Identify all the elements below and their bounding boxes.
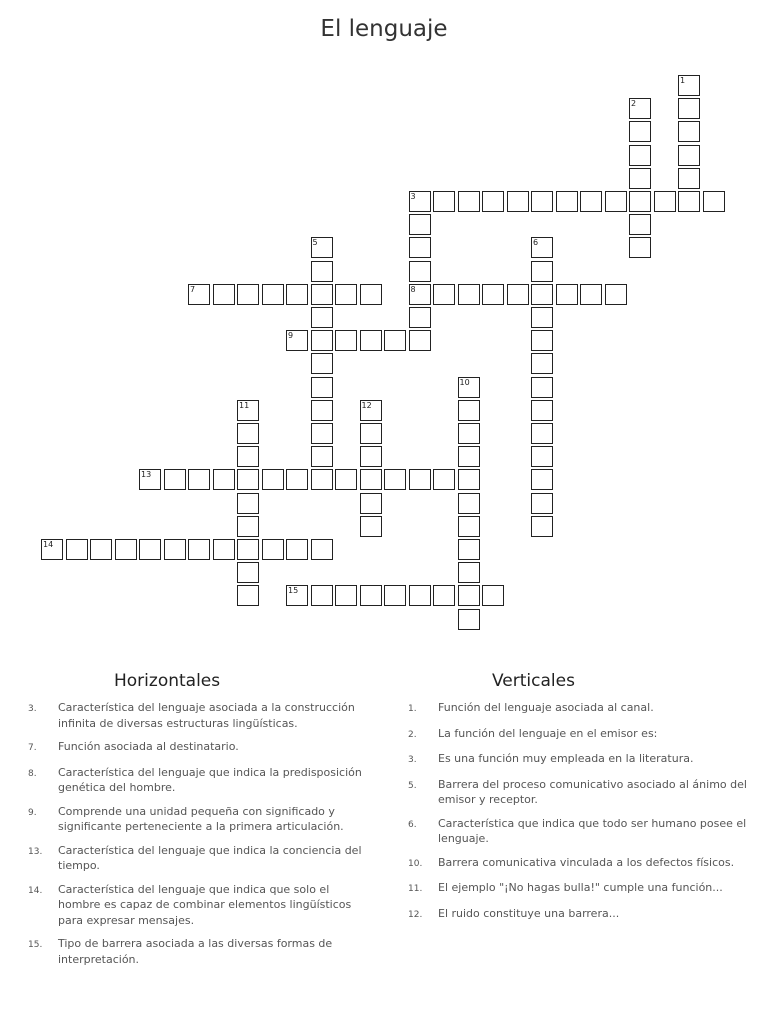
crossword-cell[interactable]: [433, 585, 455, 606]
crossword-cell[interactable]: [654, 191, 676, 212]
crossword-cell[interactable]: [458, 539, 480, 560]
crossword-cell[interactable]: [237, 423, 259, 444]
clue-item: [28, 804, 368, 835]
crossword-cell[interactable]: [531, 516, 553, 537]
crossword-cell[interactable]: [458, 469, 480, 490]
crossword-number: 8: [410, 284, 416, 294]
crossword-number: 3: [410, 192, 416, 201]
clue-number: 2.: [408, 729, 417, 740]
clue-item: [28, 882, 368, 929]
crossword-cell[interactable]: [629, 145, 651, 166]
crossword-cell[interactable]: [531, 284, 553, 305]
crossword-number: 14: [43, 540, 54, 549]
clue-number: 6.: [408, 819, 417, 830]
crossword-cell[interactable]: [262, 539, 284, 560]
clue-text: El ejemplo "¡No hagas bulla!" cumple una función...: [438, 881, 723, 894]
crossword-cell[interactable]: [139, 539, 161, 560]
crossword-cell[interactable]: [90, 539, 112, 560]
clue-number: 15.: [28, 940, 43, 950]
clue-item: [408, 777, 748, 808]
crossword-cell[interactable]: [213, 539, 235, 560]
clue-number: 10.: [408, 858, 423, 869]
crossword-cell[interactable]: [409, 469, 431, 490]
crossword-cell[interactable]: [678, 121, 700, 142]
crossword-cell[interactable]: [433, 191, 455, 212]
clue-text: Función del lenguaje asociada al canal.: [438, 701, 654, 714]
crossword-cell[interactable]: [237, 562, 259, 583]
crossword-cell[interactable]: [384, 585, 406, 606]
crossword-cell[interactable]: [384, 330, 406, 351]
crossword-cell[interactable]: [531, 191, 553, 212]
crossword-cell[interactable]: [531, 493, 553, 514]
crossword-cell[interactable]: [409, 214, 431, 235]
crossword-cell[interactable]: [482, 284, 504, 305]
crossword-cell[interactable]: [458, 423, 480, 444]
crossword-number: 6: [533, 238, 539, 248]
clue-item: [408, 855, 748, 873]
crossword-cell[interactable]: [335, 469, 357, 490]
crossword-cell[interactable]: [360, 516, 382, 537]
crossword-cell[interactable]: [237, 516, 259, 537]
crossword-cell[interactable]: [335, 330, 357, 351]
crossword-cell[interactable]: [556, 284, 578, 305]
crossword-number: 13: [141, 470, 152, 480]
crossword-number: 9: [288, 331, 294, 341]
crossword-number: 15: [288, 586, 299, 596]
crossword-cell[interactable]: [703, 191, 725, 212]
clue-number: 7.: [28, 743, 37, 753]
clue-text: Característica del lenguaje que indica la predisposición genética del hombre.: [58, 765, 362, 794]
crossword-cell[interactable]: [286, 539, 308, 560]
crossword-cell[interactable]: [507, 191, 529, 212]
clue-number: 5.: [408, 780, 417, 791]
crossword-cell[interactable]: [237, 539, 259, 560]
crossword-cell[interactable]: [311, 539, 333, 560]
clue-item: [408, 816, 748, 847]
crossword-number: 2: [631, 99, 637, 109]
crossword-cell[interactable]: [311, 284, 333, 305]
crossword-cell[interactable]: [237, 585, 259, 606]
crossword-cell[interactable]: [458, 284, 480, 305]
crossword-cell[interactable]: [458, 516, 480, 537]
crossword-cell[interactable]: [311, 261, 333, 282]
crossword-cell[interactable]: [335, 585, 357, 606]
crossword-cell[interactable]: [311, 446, 333, 467]
clue-text: Característica del lenguaje que indica la conciencia del tiempo.: [58, 843, 362, 872]
crossword-cell[interactable]: [458, 562, 480, 583]
clue-item: [28, 843, 368, 874]
horizontales-heading: Horizontales: [114, 671, 221, 691]
horizontales-clue-list: [28, 700, 368, 975]
clue-text: Es una función muy empleada en la literatura.: [438, 752, 694, 765]
crossword-cell[interactable]: [335, 284, 357, 305]
crossword-cell[interactable]: [360, 284, 382, 305]
crossword-cell[interactable]: [629, 121, 651, 142]
clue-item: [28, 739, 368, 757]
crossword-cell[interactable]: [531, 446, 553, 467]
crossword-cell[interactable]: [311, 469, 333, 490]
clue-text: Comprende una unidad pequeña con significado y significante perteneciente a la primera articulación.: [58, 804, 344, 833]
clue-text: Barrera comunicativa vinculada a los defectos físicos.: [438, 855, 735, 869]
crossword-number: 12: [361, 400, 372, 410]
crossword-cell[interactable]: [629, 237, 651, 258]
crossword-cell[interactable]: [531, 353, 553, 374]
crossword-cell[interactable]: [262, 284, 284, 305]
crossword-cell[interactable]: [286, 469, 308, 490]
crossword-cell[interactable]: [629, 214, 651, 235]
crossword-cell[interactable]: [409, 307, 431, 328]
clue-text: Característica del lenguaje que indica que solo el hombre es capaz de combinar elementos lingüísticos para expresar mensajes.: [58, 882, 352, 927]
clue-text: Característica del lenguaje asociada a la construcción infinita de diversas estructuras lingüísticas.: [58, 701, 355, 730]
clue-number: 3.: [28, 704, 37, 714]
clue-number: 8.: [28, 768, 37, 779]
crossword-cell[interactable]: [311, 330, 333, 351]
page-title: El lenguaje: [320, 16, 448, 42]
crossword-cell[interactable]: [482, 191, 504, 212]
crossword-cell[interactable]: [605, 284, 627, 305]
crossword-cell[interactable]: [237, 469, 259, 490]
crossword-cell[interactable]: [433, 284, 455, 305]
crossword-cell[interactable]: [311, 353, 333, 374]
crossword-number: 1: [680, 76, 686, 85]
clue-number: 9.: [28, 807, 37, 818]
clue-text: Característica que indica que todo ser humano posee el lenguaje.: [438, 816, 747, 845]
crossword-cell[interactable]: [629, 168, 651, 189]
verticales-clue-list: [408, 700, 748, 931]
clue-item: [408, 906, 748, 924]
crossword-cell[interactable]: [360, 469, 382, 490]
crossword-cell[interactable]: [311, 377, 333, 398]
crossword-cell[interactable]: [188, 539, 210, 560]
crossword-cell[interactable]: [531, 261, 553, 282]
crossword-cell[interactable]: [237, 284, 259, 305]
crossword-cell[interactable]: [458, 446, 480, 467]
crossword-cell[interactable]: [409, 261, 431, 282]
crossword-cell[interactable]: [164, 539, 186, 560]
crossword-cell[interactable]: [360, 423, 382, 444]
crossword-cell[interactable]: [678, 145, 700, 166]
clue-text: Barrera del proceso comunicativo asociado al ánimo del emisor y receptor.: [438, 777, 747, 806]
crossword-cell[interactable]: [213, 284, 235, 305]
crossword-number: 5: [312, 238, 318, 248]
clue-text: Tipo de barrera asociada a las diversas formas de interpretación.: [58, 937, 333, 966]
clue-item: [408, 726, 748, 744]
crossword-cell[interactable]: [286, 284, 308, 305]
crossword-cell[interactable]: [605, 191, 627, 212]
crossword-cell[interactable]: [115, 539, 137, 560]
crossword-cell[interactable]: [213, 469, 235, 490]
verticales-heading: Verticales: [492, 671, 575, 691]
crossword-cell[interactable]: [458, 585, 480, 606]
clue-text: Función asociada al destinatario.: [58, 740, 239, 753]
crossword-cell[interactable]: [188, 469, 210, 490]
crossword-cell[interactable]: [531, 330, 553, 351]
crossword-cell[interactable]: [678, 168, 700, 189]
crossword-cell[interactable]: [580, 191, 602, 212]
clue-number: 12.: [408, 909, 423, 920]
crossword-cell[interactable]: [458, 609, 480, 630]
crossword-cell[interactable]: [311, 585, 333, 606]
crossword-cell[interactable]: [237, 493, 259, 514]
clue-number: 13.: [28, 846, 43, 857]
clue-number: 11.: [408, 884, 423, 894]
clue-item: [408, 700, 748, 718]
crossword-cell[interactable]: [556, 191, 578, 212]
crossword-cell[interactable]: [507, 284, 529, 305]
crossword-cell[interactable]: [409, 237, 431, 258]
crossword-number: 7: [190, 284, 196, 294]
clue-number: 1.: [408, 704, 417, 714]
crossword-number: 11: [239, 400, 250, 410]
crossword-cell[interactable]: [360, 446, 382, 467]
crossword-cell[interactable]: [311, 423, 333, 444]
crossword-cell[interactable]: [164, 469, 186, 490]
crossword-cell[interactable]: [458, 191, 480, 212]
crossword-cell[interactable]: [360, 585, 382, 606]
crossword-cell[interactable]: [458, 400, 480, 421]
crossword-cell[interactable]: [360, 330, 382, 351]
crossword-cell[interactable]: [311, 307, 333, 328]
crossword-cell[interactable]: [311, 400, 333, 421]
crossword-cell[interactable]: [409, 330, 431, 351]
crossword-cell[interactable]: [531, 423, 553, 444]
clue-text: El ruido constituye una barrera...: [438, 906, 620, 920]
crossword-cell[interactable]: [531, 307, 553, 328]
crossword-cell[interactable]: [458, 493, 480, 514]
crossword-cell[interactable]: [531, 469, 553, 490]
crossword-cell[interactable]: [678, 191, 700, 212]
clue-item: [408, 751, 748, 769]
crossword-cell[interactable]: [629, 191, 651, 212]
crossword-cell[interactable]: [237, 446, 259, 467]
crossword-cell[interactable]: [66, 539, 88, 560]
clue-item: [28, 700, 368, 731]
crossword-cell[interactable]: [360, 493, 382, 514]
clue-item: [28, 765, 368, 796]
clue-item: [28, 936, 368, 967]
crossword-cell[interactable]: [531, 400, 553, 421]
crossword-cell[interactable]: [531, 377, 553, 398]
clue-number: 14.: [28, 885, 43, 896]
clue-number: 3.: [408, 755, 417, 765]
clue-text: La función del lenguaje en el emisor es:: [438, 726, 658, 740]
crossword-cell[interactable]: [482, 585, 504, 606]
crossword-cell[interactable]: [678, 98, 700, 119]
crossword-cell[interactable]: [384, 469, 406, 490]
crossword-cell[interactable]: [580, 284, 602, 305]
crossword-cell[interactable]: [409, 585, 431, 606]
crossword-number: 10: [459, 377, 470, 387]
clue-item: [408, 880, 748, 898]
crossword-cell[interactable]: [433, 469, 455, 490]
crossword-cell[interactable]: [262, 469, 284, 490]
